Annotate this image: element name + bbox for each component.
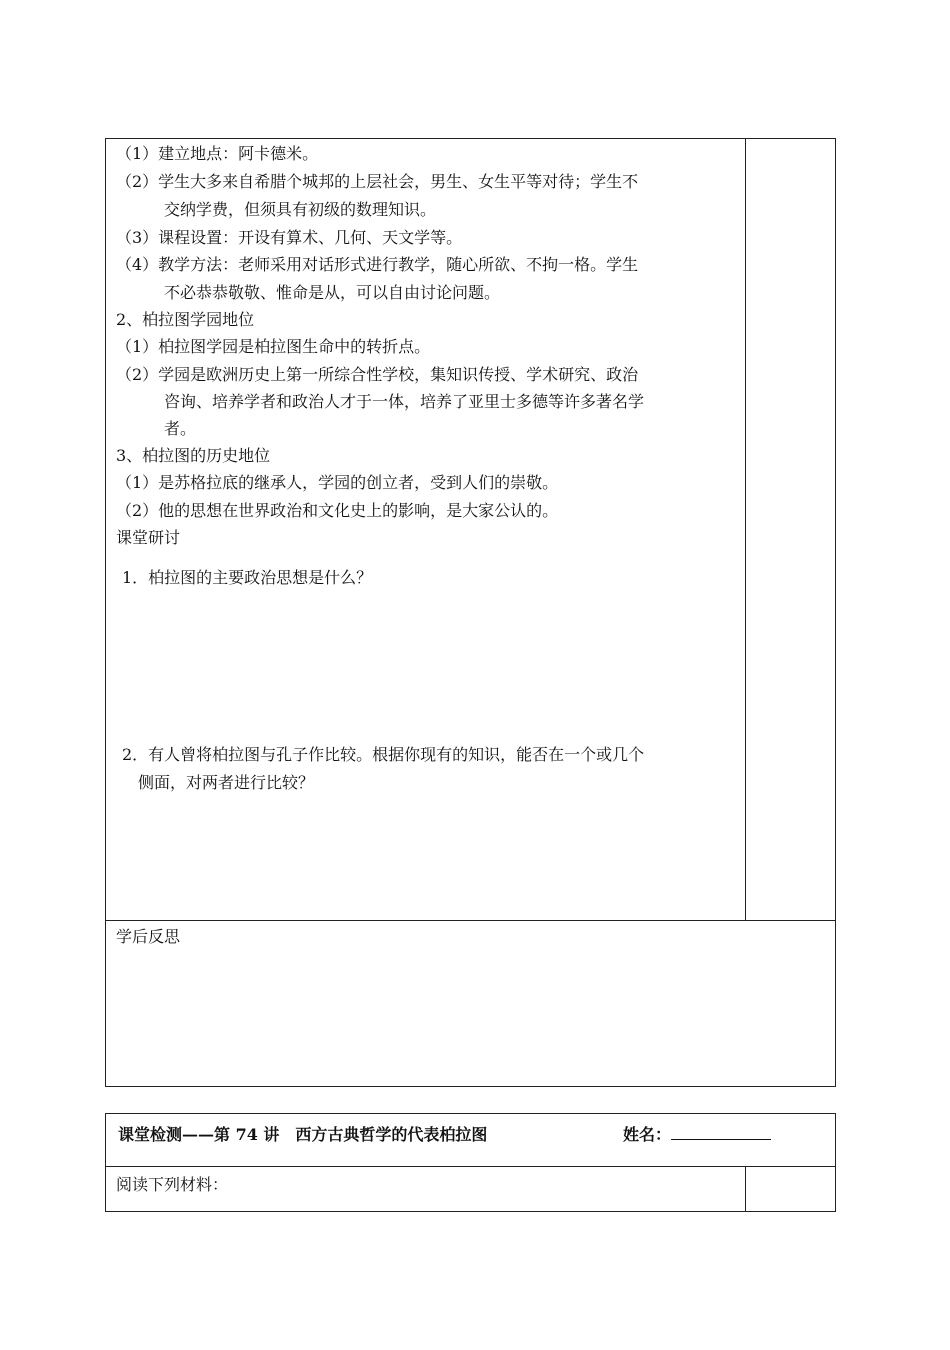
line-9: （2）学园是欧洲历史上第一所综合性学校，集知识传授、学术研究、政治	[116, 365, 639, 384]
name-blank[interactable]	[671, 1121, 771, 1140]
heading-academy-status: 2、柏拉图学园地位	[116, 310, 255, 329]
line-14: （2）他的思想在世界政治和文化史上的影响，是大家公认的。	[116, 501, 559, 520]
line-13: （1）是苏格拉底的继承人，学园的创立者，受到人们的崇敬。	[116, 473, 559, 492]
quiz-instruction: 阅读下列材料：	[116, 1175, 229, 1194]
right-column-divider	[745, 138, 746, 921]
line-10: 咨询、培养学者和政治人才于一体，培养了亚里士多德等许多著名学	[164, 392, 645, 411]
reflection-divider	[105, 920, 836, 921]
line-5: （4）教学方法：老师采用对话形式进行教学，随心所欲、不拘一格。学生	[116, 255, 639, 274]
name-label: 姓名：	[623, 1125, 672, 1144]
quiz-title: 课堂检测——第 74 讲 西方古典哲学的代表柏拉图	[118, 1125, 488, 1144]
reflection-title: 学后反思	[116, 927, 181, 946]
heading-class-discussion: 课堂研讨	[116, 528, 181, 547]
line-8: （1）柏拉图学园是柏拉图生命中的转折点。	[116, 337, 431, 356]
line-2: （2）学生大多来自希腊个城邦的上层社会，男生、女生平等对待；学生不	[116, 172, 639, 191]
line-1: （1）建立地点：阿卡德米。	[116, 144, 319, 163]
question-2-line-2: 侧面，对两者进行比较？	[138, 773, 315, 792]
line-11: 者。	[164, 419, 197, 438]
name-field	[623, 1121, 771, 1149]
line-3: 交纳学费，但须具有初级的数理知识。	[164, 200, 437, 219]
question-2-line-1: 2．有人曾将柏拉图与孔子作比较。根据你现有的知识，能否在一个或几个	[122, 745, 645, 764]
question-1: 1．柏拉图的主要政治思想是什么？	[122, 568, 373, 587]
quiz-right-column-divider	[745, 1166, 746, 1212]
quiz-header-divider	[105, 1166, 836, 1167]
line-6: 不必恭恭敬敬、惟命是从，可以自由讨论问题。	[164, 283, 501, 302]
heading-historical-status: 3、柏拉图的历史地位	[116, 446, 271, 465]
line-4: （3）课程设置：开设有算术、几何、天文学等。	[116, 228, 463, 247]
